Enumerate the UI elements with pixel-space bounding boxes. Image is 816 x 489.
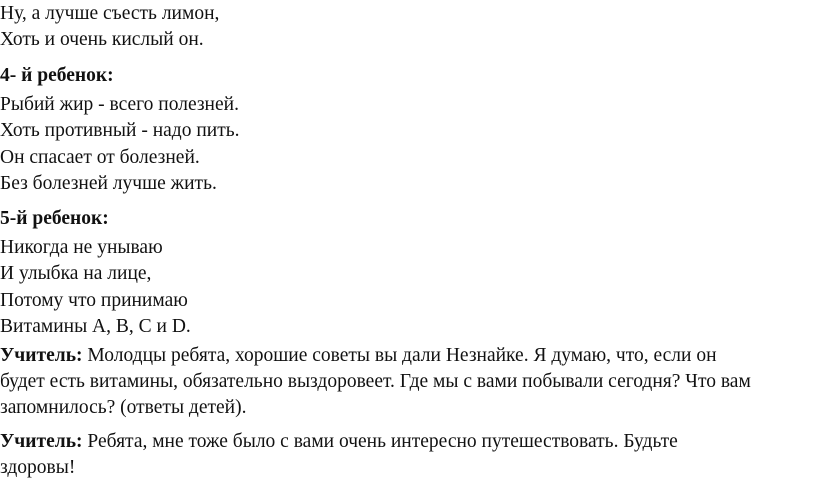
child-5-line-1: Никогда не унываю [0,237,163,258]
poem-line-intro-2: Хоть и очень кислый он. [0,29,204,50]
teacher-paragraph-1-line-3: запомнилось? (ответы детей). [0,397,247,418]
teacher-paragraph-1-line-2: будет есть витамины, обязательно выздоровеет. Где мы с вами побывали сегодня? Что вам [0,371,751,392]
child-4-line-1: Рыбий жир - всего полезней. [0,94,239,115]
teacher-paragraph-1-text-1: Молодцы ребята, хорошие советы вы дали Незнайке. Я думаю, что, если он [82,345,717,366]
poem-line-intro-1: Ну, а лучше съесть лимон, [0,3,220,24]
child-4-line-3: Он спасает от болезней. [0,147,200,168]
child-5-line-4: Витамины А, В, С и D. [0,316,191,337]
child-4-heading: 4- й ребенок: [0,65,114,86]
child-5-line-3: Потому что принимаю [0,290,188,311]
teacher-speaker-label-1: Учитель: [0,345,83,366]
teacher-paragraph-2-text-1: Ребята, мне тоже было с вами очень интересно путешествовать. Будьте [82,431,678,452]
teacher-speaker-label-2: Учитель: [0,431,83,452]
teacher-paragraph-1-line-1 [0,344,717,368]
child-5-line-2: И улыбка на лице, [0,263,152,284]
child-5-heading: 5-й ребенок: [0,208,109,229]
child-4-line-2: Хоть противный - надо пить. [0,120,240,141]
teacher-paragraph-2-line-2: здоровы! [0,457,76,478]
teacher-paragraph-2-line-1 [0,430,678,454]
child-4-line-4: Без болезней лучше жить. [0,173,217,194]
